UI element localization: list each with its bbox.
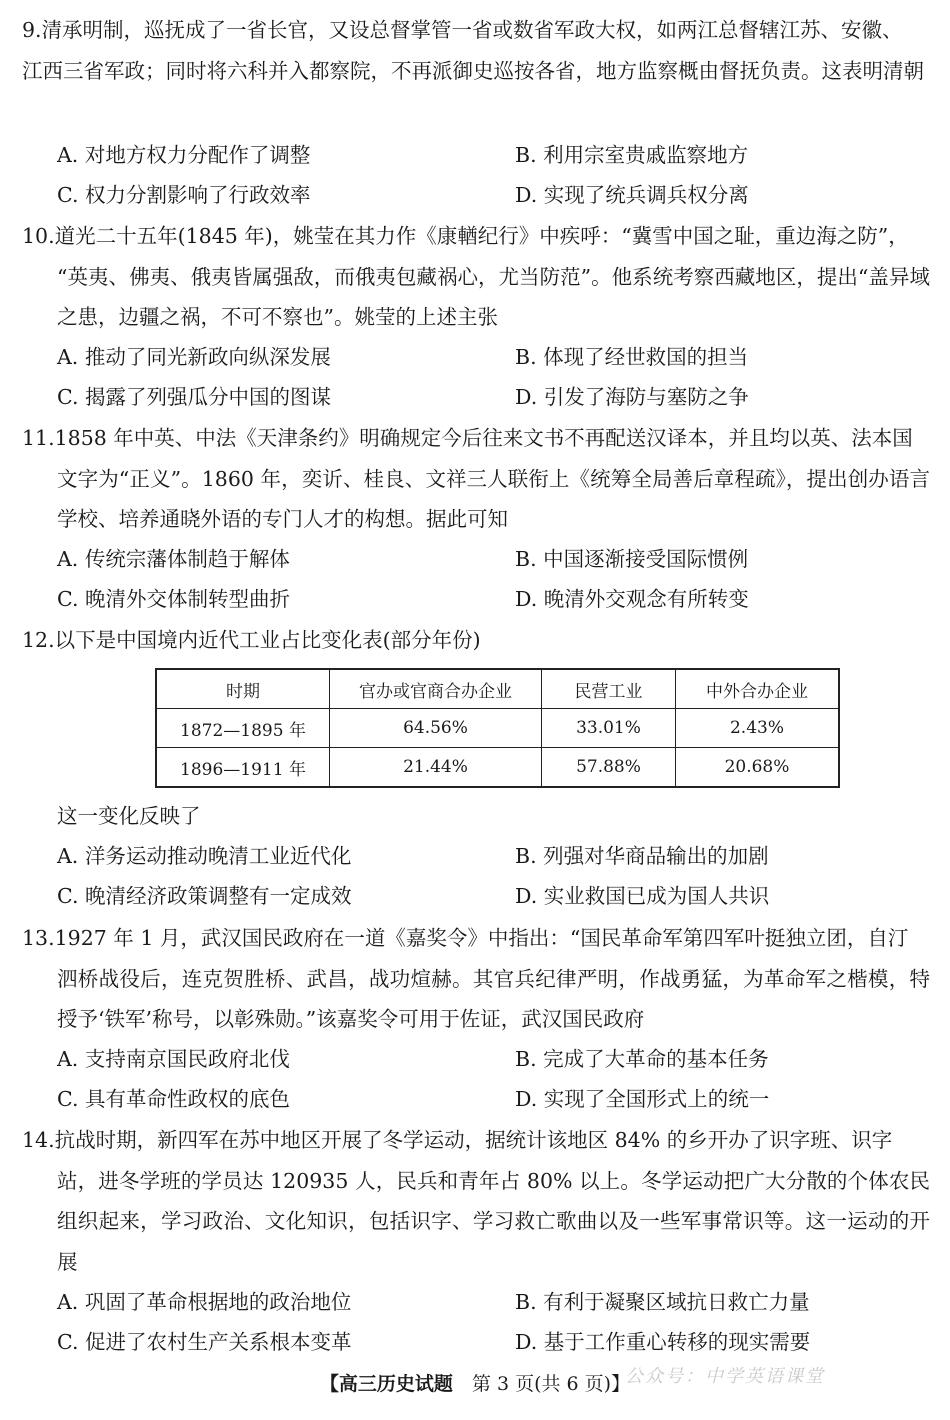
question-stem xyxy=(0,10,950,51)
option-b[interactable]: B. 有利于凝聚区域抗日救亡力量 xyxy=(515,1290,810,1314)
stem-line-first: 抗战时期，新四军在苏中地区开展了冬学运动，据统计该地区 84% 的乡开办了识字班、识字 xyxy=(54,1128,893,1152)
table-cell: 20.68% xyxy=(676,748,840,788)
question-prompt: 这一变化反映了 xyxy=(57,804,201,828)
question-stem-continued: “英夷、佛夷、俄夷皆属强敌，而俄夷包藏祸心，尤当防范”。他系统考察西藏地区，提出“盖异域之患，边疆之祸，不可不察也”。姚莹的上述主张 xyxy=(57,264,930,329)
stem-line-first: 道光二十五年(1845 年)，姚莹在其力作《康輶纪行》中疾呼：“冀雪中国之耻，重边海之防”， xyxy=(54,224,909,248)
question-number: 14. xyxy=(22,1128,55,1152)
stem-line-first: 以下是中国境内近代工业占比变化表(部分年份) xyxy=(54,628,481,652)
option-c[interactable]: C. 晚清外交体制转型曲折 xyxy=(57,587,290,611)
question-11 xyxy=(0,418,950,540)
stem-line-first: 清承明制，巡抚成了一省长官，又设总督掌管一省或数省军政大权，如两江总督辖江苏、安徽、 xyxy=(41,18,903,42)
question-number: 9. xyxy=(22,18,42,42)
stem-line-first: 1927 年 1 月，武汉国民政府在一道《嘉奖令》中指出：“国民革命军第四军叶挺独立团，自汀 xyxy=(54,926,909,950)
question-12 xyxy=(0,620,950,661)
table-cell: 64.56% xyxy=(330,709,542,748)
option-a[interactable]: A. 支持南京国民政府北伐 xyxy=(57,1047,290,1071)
option-a[interactable]: A. 巩固了革命根据地的政治地位 xyxy=(57,1290,352,1314)
option-d[interactable]: D. 引发了海防与塞防之争 xyxy=(515,385,749,409)
option-c[interactable]: C. 晚清经济政策调整有一定成效 xyxy=(57,884,352,908)
question-10 xyxy=(0,216,950,338)
option-b[interactable]: B. 中国逐渐接受国际惯例 xyxy=(515,547,749,571)
table-row xyxy=(156,709,839,748)
option-d[interactable]: D. 实现了全国形式上的统一 xyxy=(515,1087,770,1111)
option-b[interactable]: B. 体现了经世救国的担当 xyxy=(515,345,749,369)
table-cell: 1872—1895 年 xyxy=(156,709,330,748)
question-stem-continued: 文字为“正义”。1860 年，奕䜣、桂良、文祥三人联衔上《统筹全局善后章程疏》，提出创办语言学校、培养通晓外语的专门人才的构想。据此可知 xyxy=(57,466,930,531)
question-stem xyxy=(0,918,950,959)
option-a[interactable]: A. 对地方权力分配作了调整 xyxy=(57,143,311,167)
question-stem xyxy=(0,418,950,459)
question-number: 10. xyxy=(22,224,55,248)
question-stem xyxy=(0,620,950,661)
footer-title: 【高三历史试题 xyxy=(319,1373,453,1395)
table-cell: 21.44% xyxy=(330,748,542,788)
industry-share-table xyxy=(155,668,840,788)
table-header: 中外合办企业 xyxy=(676,669,840,709)
question-stem xyxy=(0,1120,950,1161)
option-c[interactable]: C. 促进了农村生产关系根本变革 xyxy=(57,1330,352,1354)
stem-line-first: 1858 年中英、中法《天津条约》明确规定今后往来文书不再配送汉译本，并且均以英、法本国 xyxy=(54,426,913,450)
table-cell: 33.01% xyxy=(542,709,676,748)
option-b[interactable]: B. 完成了大革命的基本任务 xyxy=(515,1047,769,1071)
question-stem-continued: 泗桥战役后，连克贺胜桥、武昌，战功煊赫。其官兵纪律严明，作战勇猛，为革命军之楷模，特授予‘铁军’称号，以彰殊勋。”该嘉奖令可用于佐证，武汉国民政府 xyxy=(57,966,930,1031)
question-stem-continued: 江西三省军政；同时将六科并入都察院，不再派御史巡按各省，地方监察概由督抚负责。这表明清朝 xyxy=(22,58,924,83)
option-d[interactable]: D. 实现了统兵调兵权分离 xyxy=(515,183,749,207)
option-c[interactable]: C. 揭露了列强瓜分中国的图谋 xyxy=(57,385,331,409)
question-number: 13. xyxy=(22,926,55,950)
option-a[interactable]: A. 推动了同光新政向纵深发展 xyxy=(57,345,331,369)
option-c[interactable]: C. 具有革命性政权的底色 xyxy=(57,1087,290,1111)
question-stem-continued: 站，进冬学班的学员达 120935 人，民兵和青年占 80% 以上。冬学运动把广大分散的个体农民组织起来，学习政治、文化知识，包括识字、学习救亡歌曲以及一些军事常识等。这一运动的开展 xyxy=(57,1168,930,1274)
option-d[interactable]: D. 基于工作重心转移的现实需要 xyxy=(515,1330,811,1354)
question-9 xyxy=(0,10,950,91)
table-row xyxy=(156,748,839,788)
option-d[interactable]: D. 实业救国已成为国人共识 xyxy=(515,884,770,908)
table-header: 官办或官商合办企业 xyxy=(330,669,542,709)
table-header: 时期 xyxy=(156,669,330,709)
question-number: 12. xyxy=(22,628,55,652)
footer-page-number: 第 3 页(共 6 页)】 xyxy=(471,1373,631,1395)
option-b[interactable]: B. 利用宗室贵戚监察地方 xyxy=(515,143,749,167)
table-cell: 57.88% xyxy=(542,748,676,788)
question-number: 11. xyxy=(22,426,55,450)
table-header: 民营工业 xyxy=(542,669,676,709)
option-c[interactable]: C. 权力分割影响了行政效率 xyxy=(57,183,311,207)
question-stem xyxy=(0,216,950,257)
option-d[interactable]: D. 晚清外交观念有所转变 xyxy=(515,587,749,611)
table-cell: 2.43% xyxy=(676,709,840,748)
option-b[interactable]: B. 列强对华商品输出的加剧 xyxy=(515,844,769,868)
table-header-row xyxy=(156,669,839,709)
watermark-text: 公众号：中学英语课堂 xyxy=(625,1366,825,1387)
question-13 xyxy=(0,918,950,1040)
option-a[interactable]: A. 洋务运动推动晚清工业近代化 xyxy=(57,844,352,868)
question-14 xyxy=(0,1120,950,1282)
option-a[interactable]: A. 传统宗藩体制趋于解体 xyxy=(57,547,290,571)
table-cell: 1896—1911 年 xyxy=(156,748,330,788)
